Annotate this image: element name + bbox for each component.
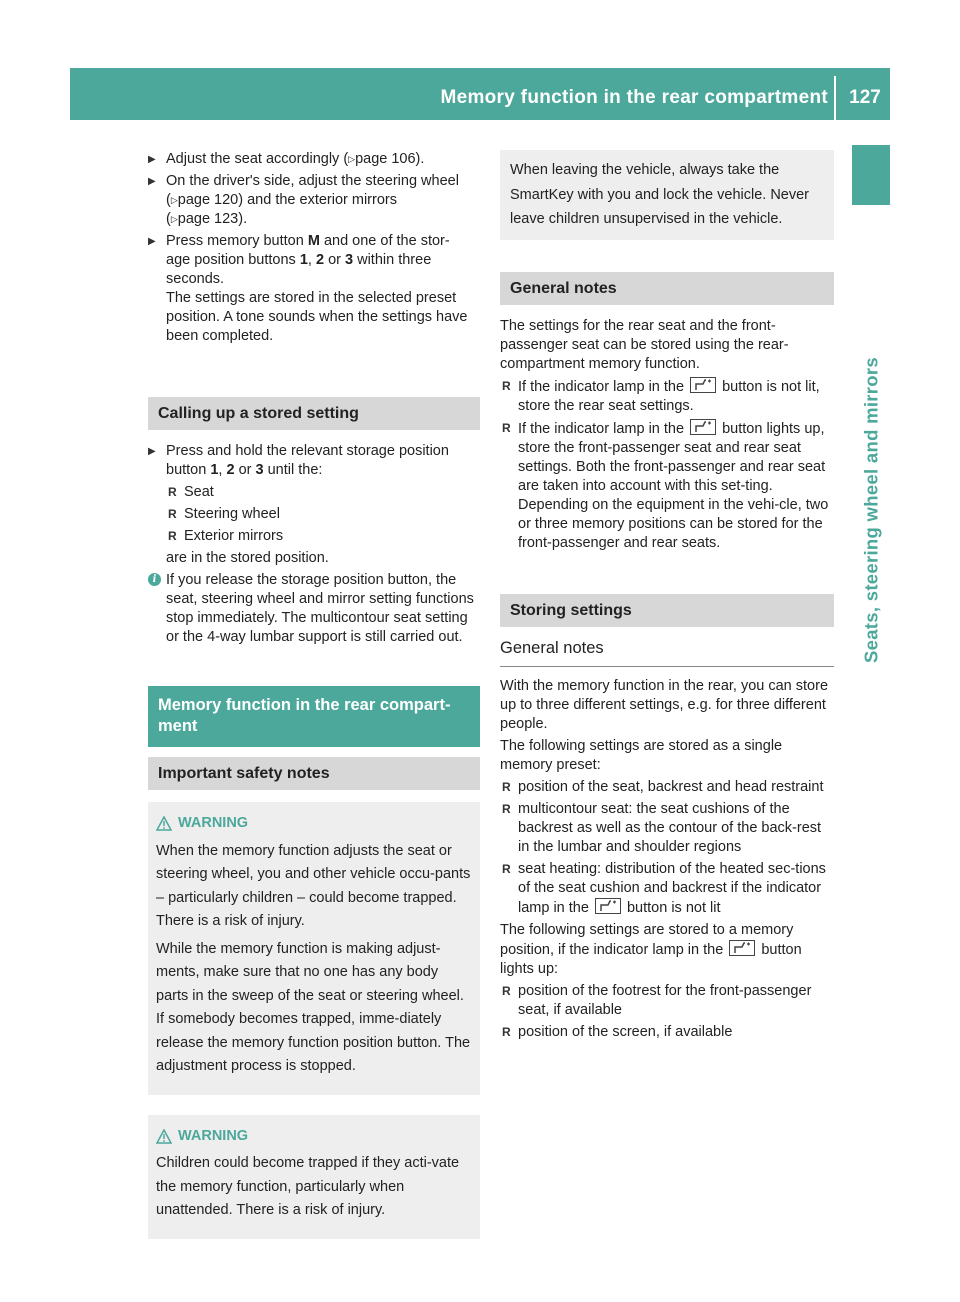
seat-button-icon	[595, 898, 621, 914]
list-item: R Seat	[166, 483, 480, 502]
paragraph: The settings for the rear seat and the front-passenger seat can be stored using the rear-compartment memory function.	[500, 317, 789, 372]
page-ref-arrow-icon: ▷	[170, 214, 178, 224]
warning-heading: WARNING	[156, 812, 472, 836]
info-icon: i	[148, 573, 161, 586]
warning-heading: WARNING	[156, 1125, 472, 1149]
left-column	[148, 150, 480, 1239]
page-header	[70, 68, 890, 120]
warning-text: Children could become trapped if they acti-vate the memory function, particularly when unattended. There is a risk of injury.	[156, 1155, 460, 1218]
list-item: R If the indicator lamp in the button lights up, store the front-passenger seat and rear seat settings. Both the front-passenger and rear seat are taken into account with this set-ting. Depending on the equipment in the vehi-cle, two or three memory positions can be stored for the front-passenger and rear seats.	[500, 419, 834, 553]
paragraph: With the memory function in the rear, you can store up to three different settings, e.g. for three different people.	[500, 677, 829, 732]
page-ref-arrow-icon: ▷	[170, 195, 178, 205]
warning-box-2	[148, 1115, 480, 1239]
step-press-memory: ▶ Press memory button M and one of the stor- age position buttons 1, 2 or 3 within three seconds. The settings are stored in the selected preset position. A tone sounds when the settings have been completed.	[148, 232, 480, 346]
list-item: R Exterior mirrors	[166, 527, 480, 546]
paragraph: The following settings are stored as a single memory preset:	[500, 737, 783, 773]
page-ref-arrow-icon: ▷	[348, 154, 356, 164]
step-press-hold: ▶ Press and hold the relevant storage position button 1, 2 or 3 until the:	[148, 442, 480, 480]
chapter-side-label: Seats, steering wheel and mirrors	[860, 356, 882, 664]
page-title: Memory function in the rear compartment	[440, 87, 828, 108]
list-item: R If the indicator lamp in the button is not lit, store the rear seat settings.	[500, 377, 834, 416]
side-tab-marker	[852, 145, 890, 205]
list-item: R position of the footrest for the front-passenger seat, if available	[500, 982, 834, 1020]
list-item: R Steering wheel	[166, 505, 480, 524]
warning-triangle-icon	[156, 1129, 172, 1144]
seat-button-icon	[729, 940, 755, 956]
section-heading-general: General notes	[500, 272, 834, 305]
list-item: R multicontour seat: the seat cushions of the backrest as well as the contour of the back-rest in the lumbar and shoulder regions	[500, 800, 834, 857]
paragraph: The following settings are stored to a memory position, if the indicator lamp in the button lights up:	[500, 921, 802, 977]
subheading-general-notes: General notes	[500, 639, 834, 667]
seat-button-icon	[690, 377, 716, 393]
section-heading-calling: Calling up a stored setting	[148, 397, 480, 430]
list-item: R position of the screen, if available	[500, 1023, 834, 1042]
list-item: R seat heating: distribution of the heated sec-tions of the seat cushion and backrest if the indicator lamp in the button is not lit	[500, 860, 834, 918]
section-heading-rear-memory: Memory function in the rear compart-ment	[148, 686, 480, 747]
seat-button-icon	[690, 419, 716, 435]
warning-triangle-icon	[156, 816, 172, 831]
warning-text: When the memory function adjusts the seat or steering wheel, you and other vehicle occu-pants – particularly children – could become trapped. There is a risk of injury.	[156, 842, 471, 929]
section-heading-safety: Important safety notes	[148, 757, 480, 790]
warning-text: While the memory function is making adjust-ments, make sure that no one has any body parts in the sweep of the seat or steering wheel. If somebody becomes trapped, imme-diately release the memory function position button. The adjustment process is stopped.	[156, 940, 471, 1074]
right-column	[500, 150, 834, 1045]
header-divider	[834, 76, 836, 120]
info-note: i If you release the storage position button, the seat, steering wheel and mirror setting functions stop immediately. The multicontour seat setting or the 4-way lumbar support is still carried out.	[148, 571, 480, 647]
list-item: R position of the seat, backrest and head restraint	[500, 778, 834, 797]
safety-info-box: When leaving the vehicle, always take the SmartKey with you and lock the vehicle. Never leave children unsupervised in the vehicle.	[500, 150, 834, 240]
page-number: 127	[849, 87, 881, 108]
step-adjust-wheel: ▶ On the driver's side, adjust the steering wheel (▷page 120) and the exterior mirrors (▷page 123).	[148, 172, 480, 229]
step-adjust-seat: ▶ Adjust the seat accordingly (▷page 106).	[148, 150, 480, 169]
section-heading-storing: Storing settings	[500, 594, 834, 627]
stored-line: are in the stored position.	[166, 550, 329, 566]
warning-box-1	[148, 802, 480, 1095]
